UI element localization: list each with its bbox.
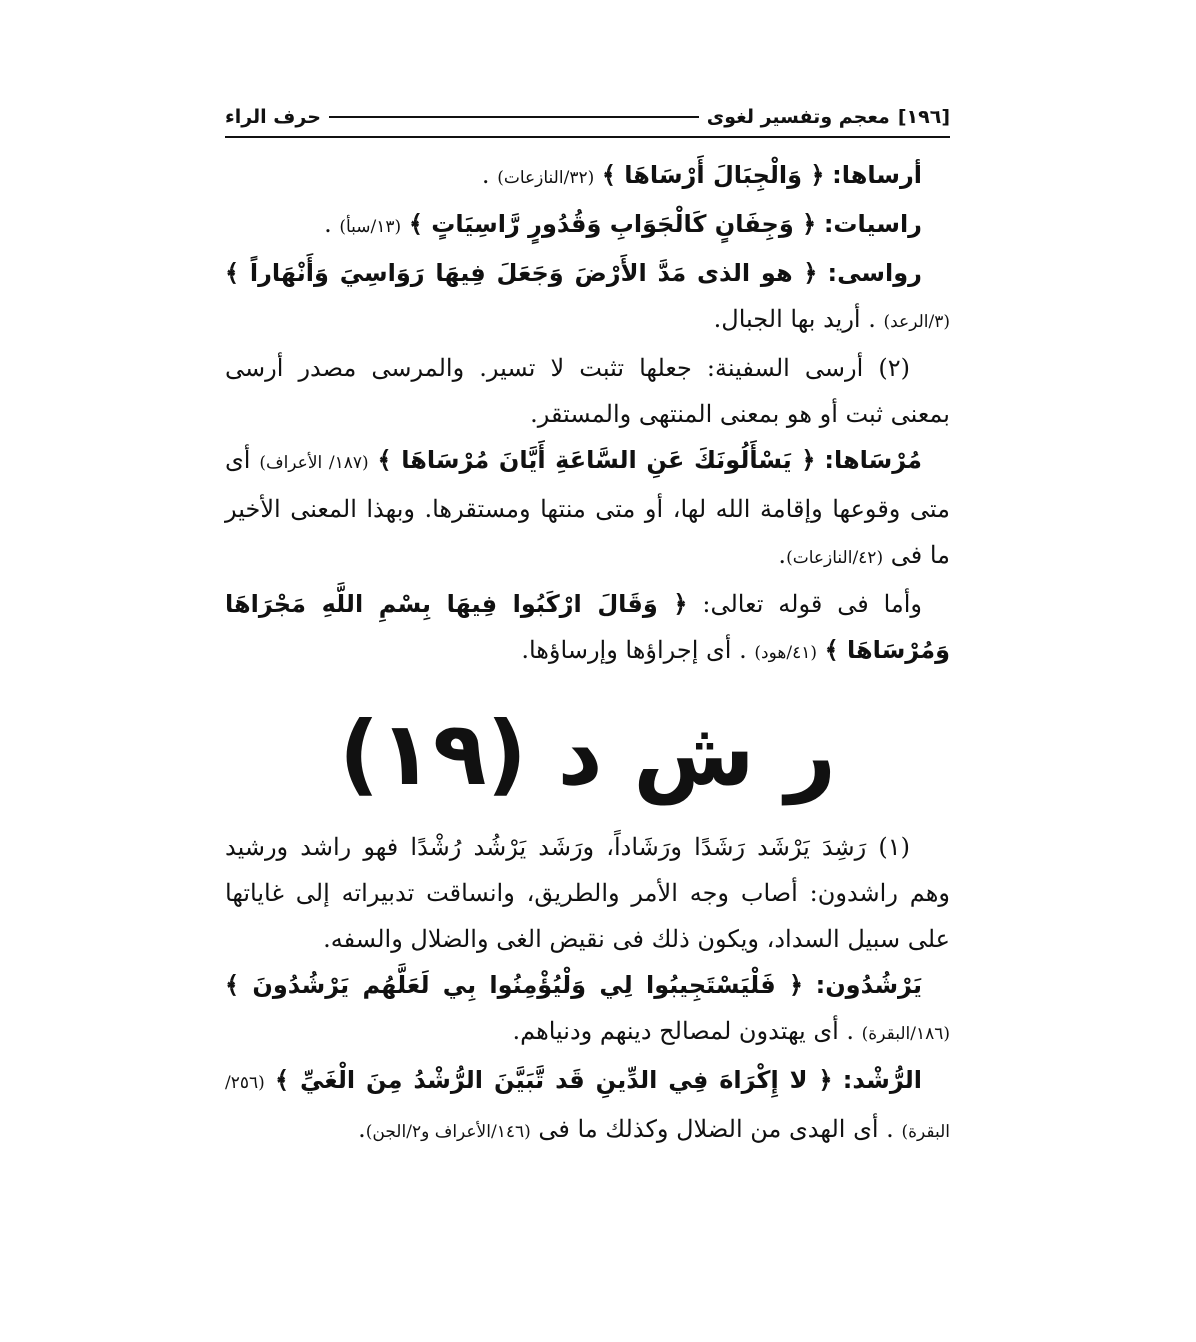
verse-reference: (٣/الرعد) [883,312,950,332]
entry-arsaha [225,152,950,201]
entry-head: يَرْشُدُون: [815,971,922,999]
verse-reference: (١٣/سبأ) [339,217,402,237]
page-number: [١٩٦] [897,106,950,128]
quran-verse: ﴿ وَالْجِبَالَ أَرْسَاهَا ﴾ [601,161,825,189]
entry-lead: وأما فى قوله تعالى: [702,590,923,618]
entry-rest: . أى الهدى من الضلال وكذلك ما فى [538,1115,894,1143]
quran-verse: ﴿ وَقَالَ ارْكَبُوا فِيهَا بِسْمِ اللَّهِ مَجْرَاهَا وَمُرْسَاهَا ﴾ [225,590,950,664]
verse-reference: (٢٥٦/البقرة) [225,1073,950,1142]
entry-rushd [225,1057,950,1155]
entry-end: . [778,541,787,569]
entry-rest: أى متى وقوعها وإقامة الله لها، أو متى منتها ومستقرها. وبهذا المعنى الأخير ما فى [225,446,950,569]
verse-reference-2: (١٤٦/الأعراف و٢/الجن) [365,1122,531,1142]
entry-mursaha [225,437,950,581]
paragraph-rashad: (١) رَشِدَ يَرْشَد رَشَدًا ورَشَاداً، ورَشَد يَرْشُد رُشْدًا فهو راشد ورشيد وهم راشدون: أصاب وجه الأمر والطريق، وانساقت تدبيراته إلى غاياتها على سبيل السداد، ويكون ذلك فى نقيض الغى والضلال والسفه. [225,833,950,953]
entry-rest: . أى إجراؤها وإرساؤها. [521,636,747,664]
verse-reference: (٣٢/النازعات) [497,168,595,188]
entry-rasiyat [225,201,950,250]
paragraph-arsa-safina: (٢) أرسى السفينة: جعلها تثبت لا تسير. والمرسى مصدر أرسى بمعنى ثبت أو هو بمعنى المنتهى والمستقر. [225,354,950,428]
verse-reference: (١٨٦/البقرة) [861,1024,950,1044]
book-title: معجم وتفسير لغوى [706,106,890,128]
entry-head: الرُّشْد: [842,1066,922,1094]
quran-verse: ﴿ هو الذى مَدَّ الأَرْضَ وَجَعَلَ فِيهَا رَوَاسِيَ وَأَنْهَاراً ﴾ [225,259,818,287]
verse-reference: (٤١/هود) [754,643,817,663]
root-title: ر ش د (١٩) [338,702,837,805]
entry-rest: . أى يهتدون لمصالح دينهم ودنياهم. [512,1017,855,1045]
verse-reference-2: (٤٢/النازعات) [786,548,884,568]
quran-verse: ﴿ وَجِفَانٍ كَالْجَوَابِ وَقُدُورٍ رَّاسِيَاتٍ ﴾ [408,210,817,238]
entry-rest: . [481,161,490,189]
entry-end: . [358,1115,366,1143]
header-rule [329,116,699,118]
quran-verse: ﴿ لا إِكْرَاهَ فِي الدِّينِ قَد تَّبَيَّنَ الرُّشْدُ مِنَ الْغَيِّ ﴾ [275,1066,833,1094]
quran-verse: ﴿ فَلْيَسْتَجِيبُوا لِي وَلْيُؤْمِنُوا بِي لَعَلَّهُم يَرْشُدُونَ ﴾ [225,971,804,999]
entry-yarshudun [225,962,950,1057]
entry-rawasi [225,250,950,345]
entry-hud [225,581,950,676]
quran-verse: ﴿ يَسْأَلُونَكَ عَنِ السَّاعَةِ أَيَّانَ مُرْسَاهَا ﴾ [377,446,816,474]
entry-head: رواسى: [827,259,922,287]
verse-reference: (١٨٧/ الأعراف) [259,453,369,473]
book-page [225,100,950,1200]
entry-rest: . [324,210,332,238]
entry-head: أرساها: [832,161,922,189]
running-header [225,100,950,138]
entry-head: مُرْسَاها: [824,446,922,474]
entry-head: راسيات: [823,210,922,238]
entry-rest: . أريد بها الجبال. [713,305,876,333]
section-name: حرف الراء [225,106,321,128]
